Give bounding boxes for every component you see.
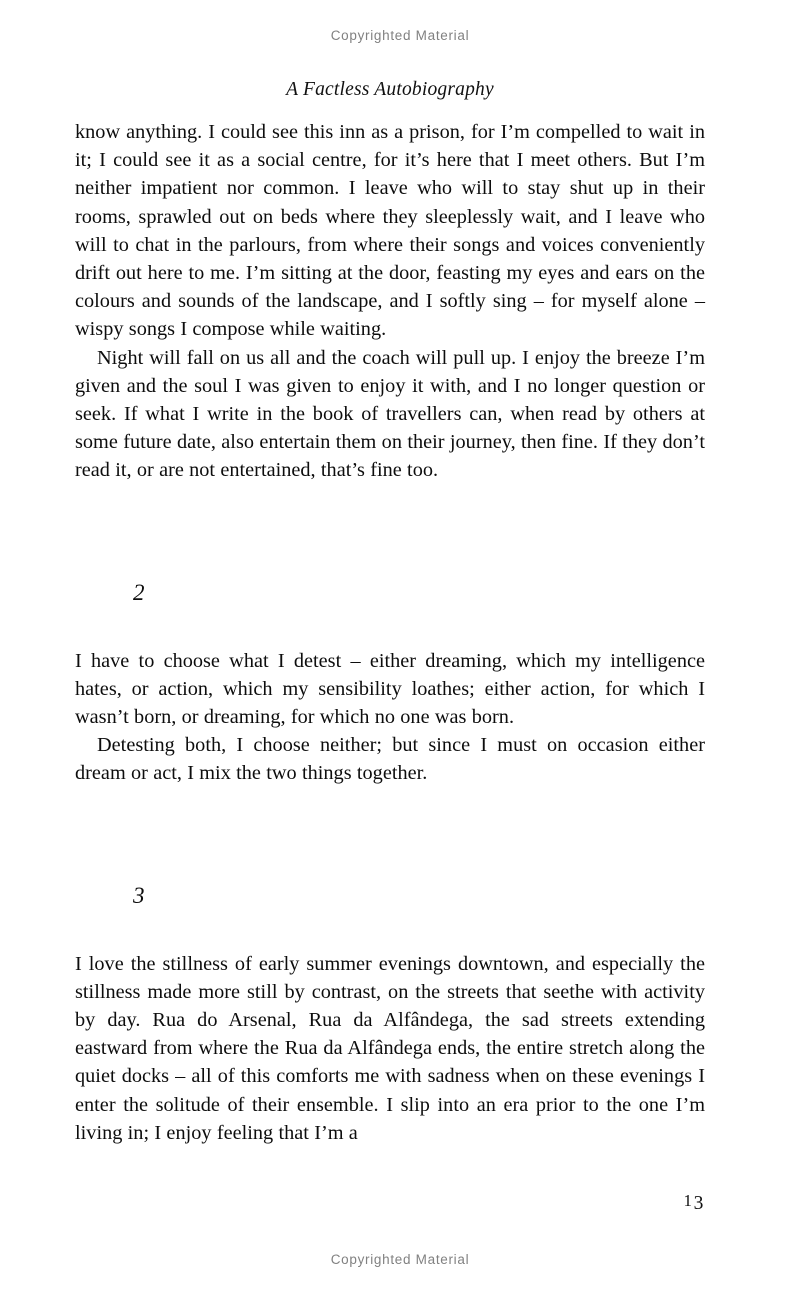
paragraph: I have to choose what I detest – either dreaming, which my intelligence hates, or action, which my sensibility loathes; either action, for which I wasn’t born, or dreaming, for which no one was born. [75,649,705,729]
copyright-watermark-top: Copyrighted Material [330,28,470,43]
page-number-digit-two: 3 [693,1192,705,1214]
section-spacer [75,788,705,884]
page-number-digit-one: 1 [683,1190,694,1210]
copyright-watermark-bottom: Copyrighted Material [330,1252,470,1267]
section-spacer [75,907,705,950]
paragraph: Night will fall on us all and the coach will pull up. I enjoy the breeze I’m given and the soul I was given to enjoy it with, and I no longer question or seek. If what I write in the book of travellers can, when read by others at some future date, also entertain them on their journey, then fine. If they don’t read it, or are not entertained, that’s fine too. [75,346,705,482]
page-text-block [75,118,705,1147]
section-number-heading: 2 [133,579,145,605]
paragraph: know anything. I could see this inn as a prison, for I’m compelled to wait in it; I could see it as a social centre, for it’s here that I meet others. But I’m neither impatient nor common. I leave who will to stay shut up in their rooms, sprawled out on beds where they sleeplessly wait, and I leave who will to chat in the parlours, from where their songs and voices conveniently drift out here to me. I’m sitting at the door, feasting my eyes and ears on the colours and sounds of the landscape, and I softly sing – for myself alone – wispy songs I compose while waiting. [75,121,705,341]
running-head-title: A Factless Autobiography [286,79,494,100]
section-spacer [75,485,705,581]
section-number-heading: 3 [133,882,145,908]
page-number [75,1190,705,1212]
paragraph: Detesting both, I choose neither; but since I must on occasion either dream or act, I mix the two things together. [75,734,705,785]
section-spacer [75,604,705,647]
paragraph: I love the stillness of early summer evenings downtown, and especially the stillness made more still by contrast, on the streets that seethe with activity by day. Rua do Arsenal, Rua da Alfândega, the sad streets extending eastward from where the Rua da Alfândega ends, the entire stretch along the quiet docks – all of this comforts me with sadness when on these evenings I enter the solitude of their ensemble. I slip into an era prior to the one I’m living in; I enjoy feeling that I’m a [75,952,705,1144]
